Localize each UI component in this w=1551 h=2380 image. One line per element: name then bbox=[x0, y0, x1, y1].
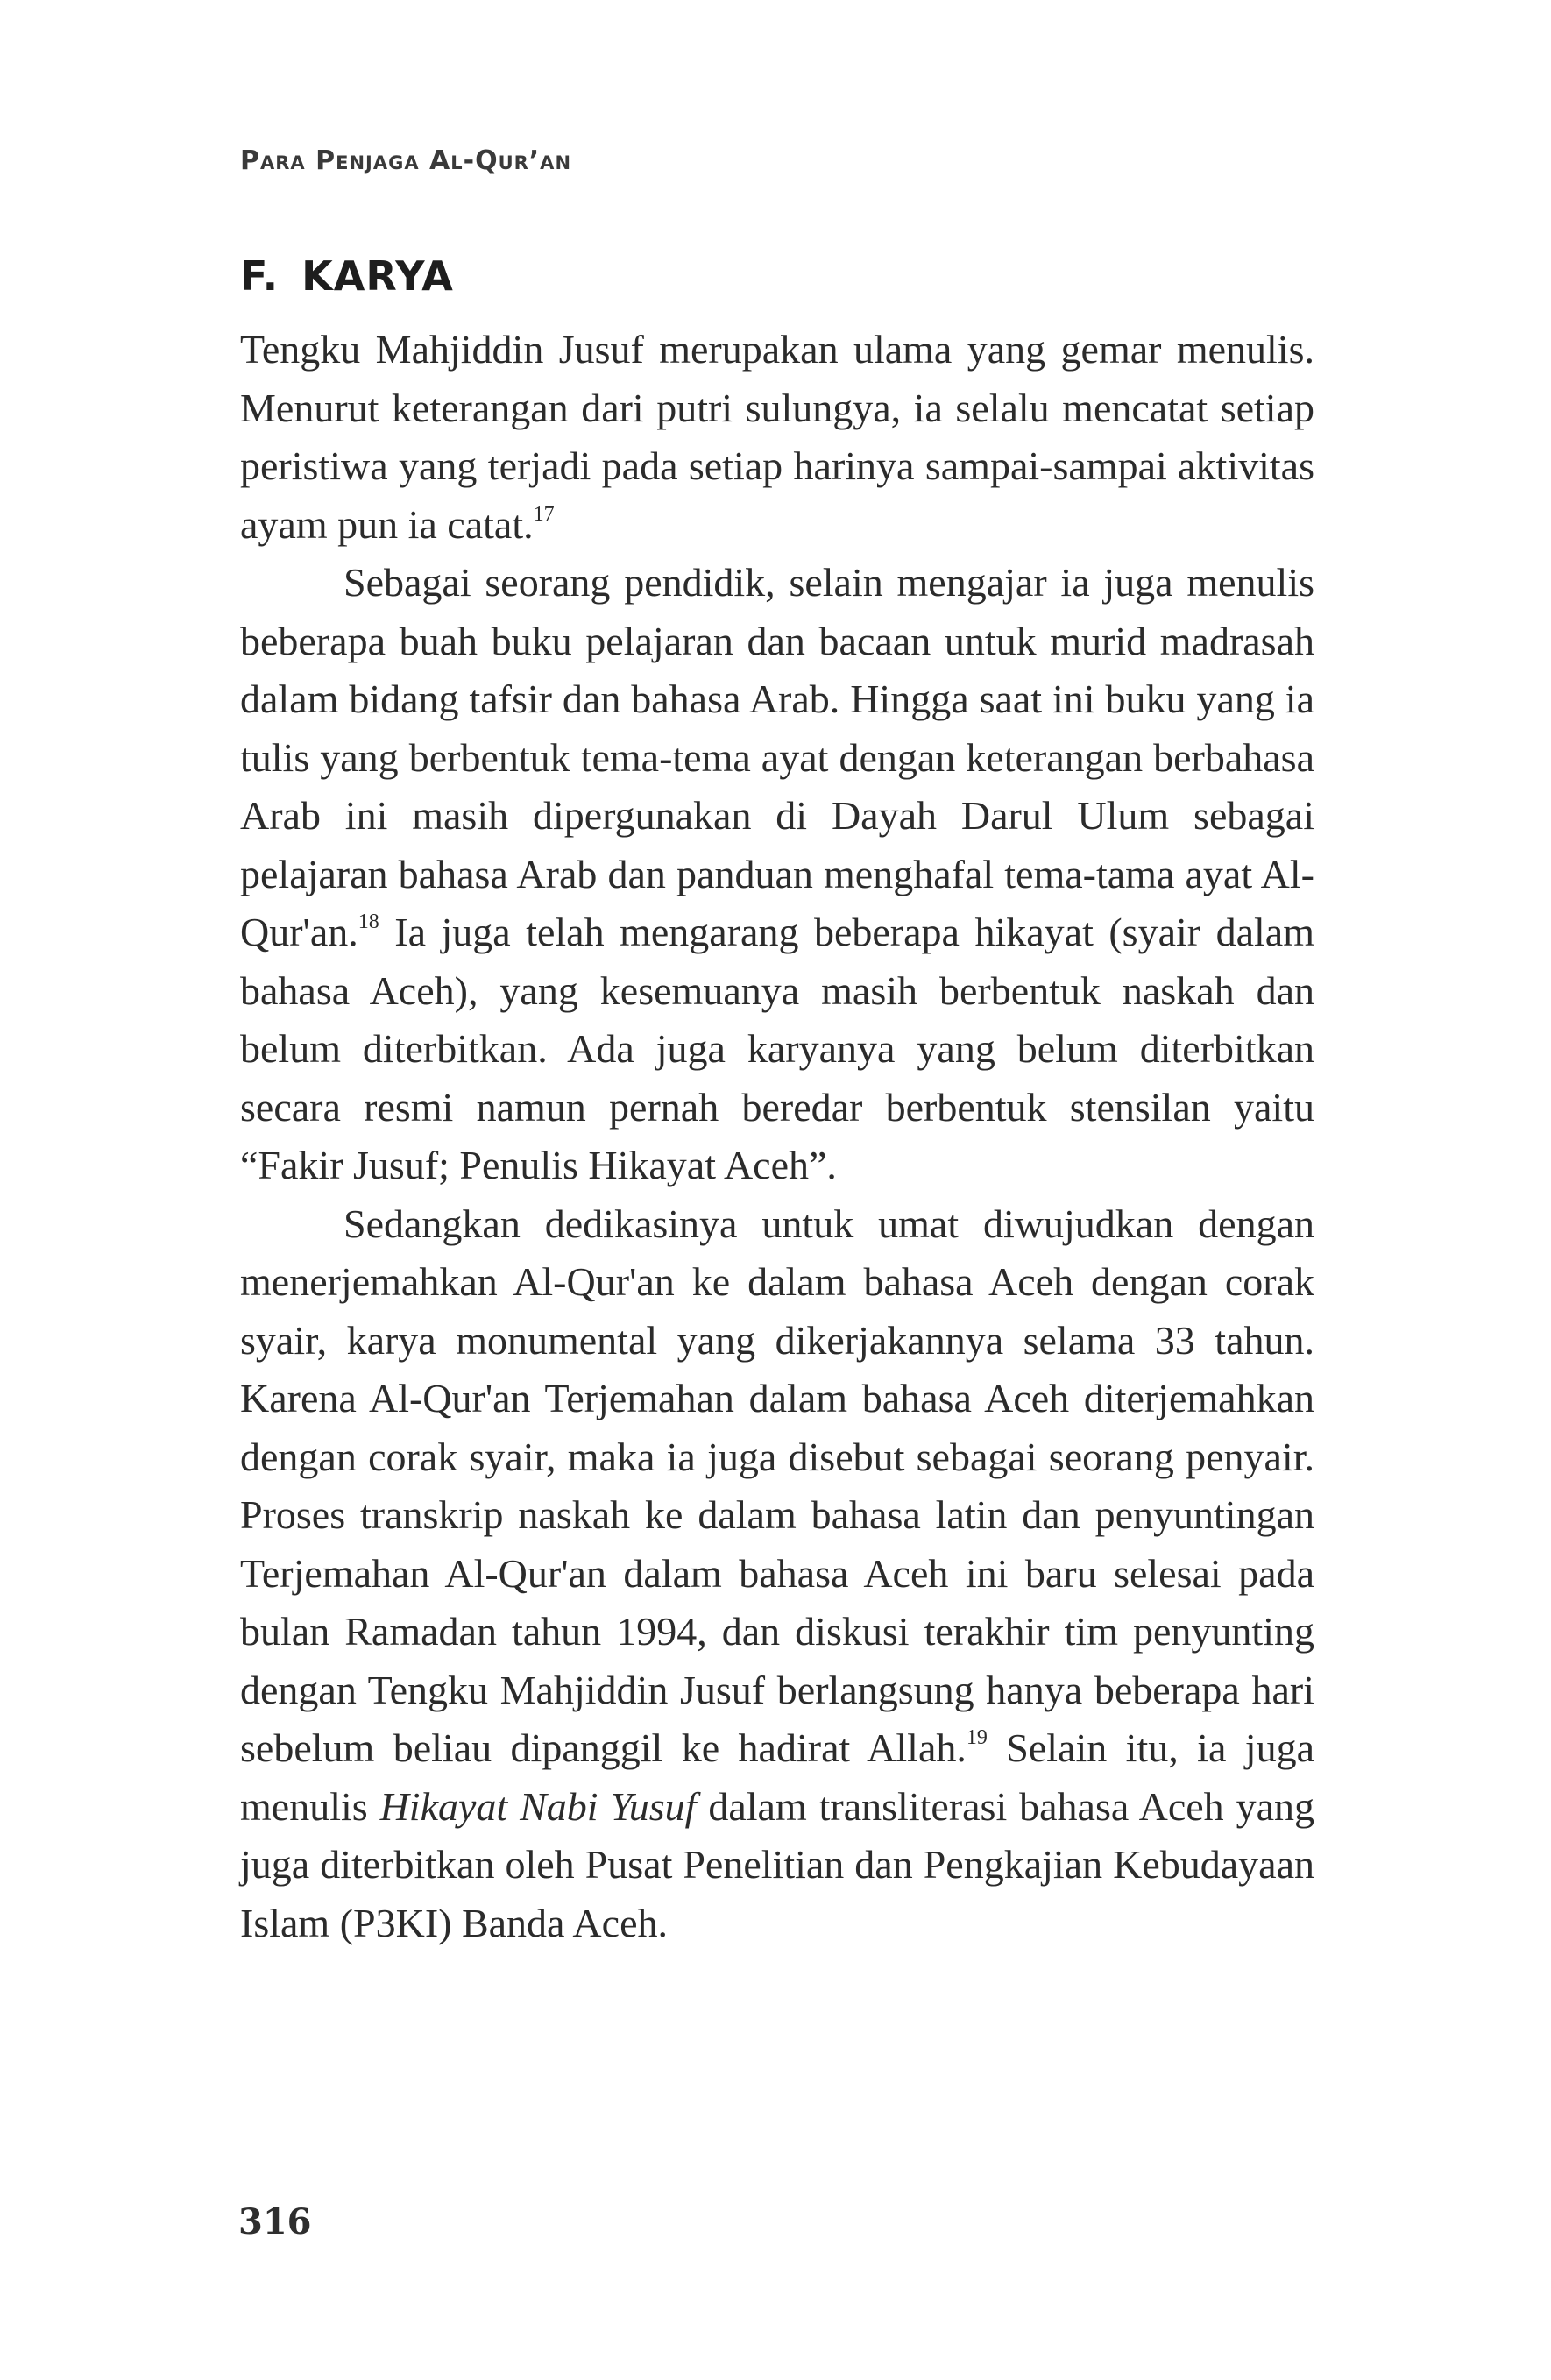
paragraph-3-text-a: Sedangkan dedikasinya untuk umat diwujudkan dengan menerjemahkan Al-Qur'an ke dalam bahasa Aceh dengan corak syair, karya monumental yang dikerjakannya selama 33 tahun. Karena Al-Qur'an Terjemahan dalam bahasa Aceh diterjemahkan dengan corak syair, maka ia juga disebut sebagai seorang penyair. Proses transkrip naskah ke dalam bahasa latin dan penyuntingan Terjemahan Al-Qur'an dalam bahasa Aceh ini baru selesai pada bulan Ramadan tahun 1994, dan diskusi terakhir tim penyunting dengan Tengku Mahjiddin Jusuf berlangsung hanya beberapa hari sebelum beliau dipanggil ke hadirat Allah. bbox=[240, 1201, 1314, 1770]
section-title: KARYA bbox=[301, 252, 454, 300]
paragraph-2-text-b: Ia juga telah mengarang beberapa hikayat (syair dalam bahasa Aceh), yang kesemuanya masih berbentuk naskah dan belum diterbitkan. Ada juga karyanya yang belum diterbitkan secara resmi namun pernah beredar berbentuk stensilan yaitu “Fakir Jusuf; Penulis Hikayat Aceh”. bbox=[240, 910, 1314, 1187]
paragraph-1 bbox=[240, 321, 1314, 554]
footnote-ref-19: 19 bbox=[966, 1726, 988, 1749]
paragraph-2-text-a: Sebagai seorang pendidik, selain mengajar ia juga menulis beberapa buah buku pelajaran dan bacaan untuk murid madrasah dalam bidang tafsir dan bahasa Arab. Hingga saat ini buku yang ia tulis yang berbentuk tema-tema ayat dengan keterangan berbahasa Arab ini masih dipergunakan di Dayah Darul Ulum sebagai pelajaran bahasa Arab dan panduan menghafal tema-tama ayat Al-Qur'an. bbox=[240, 560, 1314, 954]
footnote-ref-17: 17 bbox=[533, 502, 555, 526]
paragraph-1-text: Tengku Mahjiddin Jusuf merupakan ulama yang gemar menulis. Menurut keterangan dari putri sulungya, ia selalu mencatat setiap peristiwa yang terjadi pada setiap harinya sampai-sampai aktivitas ayam pun ia catat. bbox=[240, 327, 1314, 547]
book-title-italic: Hikayat Nabi Yusuf bbox=[379, 1783, 697, 1829]
page-number: 316 bbox=[238, 2201, 312, 2242]
body-text bbox=[240, 321, 1314, 1952]
paragraph-3-text-b: Selain itu, ia juga menulis bbox=[240, 1725, 1314, 1829]
running-head: Para Penjaga Al-Qur’an bbox=[240, 145, 572, 176]
paragraph-3-text-c: dalam transliterasi bahasa Aceh yang juga diterbitkan oleh Pusat Penelitian dan Pengkajian Kebudayaan Islam (P3KI) Banda Aceh. bbox=[240, 1783, 1314, 1945]
section-number: F. bbox=[240, 252, 280, 300]
footnote-ref-18: 18 bbox=[358, 910, 379, 933]
section-heading bbox=[240, 252, 454, 300]
paragraph-3 bbox=[240, 1195, 1314, 1953]
paragraph-2 bbox=[240, 554, 1314, 1195]
